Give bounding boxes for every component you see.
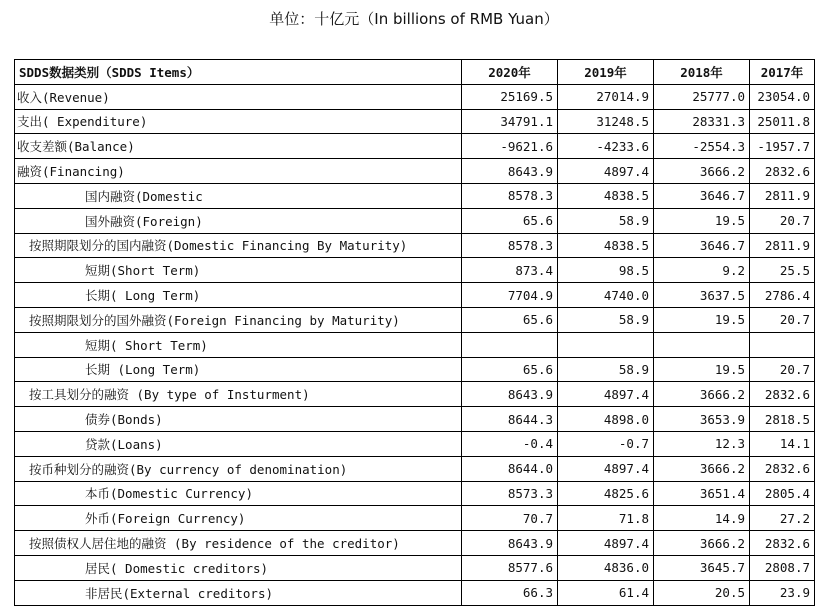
value-cell: 3645.7 [654,555,750,580]
value-cell: 4838.5 [558,233,654,258]
table-row [15,431,815,456]
value-cell: 3653.9 [654,407,750,432]
value-cell: 2811.9 [750,233,815,258]
value-cell: 20.7 [750,357,815,382]
table-row [15,407,815,432]
value-cell: 12.3 [654,431,750,456]
value-cell: 8578.3 [462,183,558,208]
table-row [15,208,815,233]
unit-note: 单位：十亿元（In billions of RMB Yuan） [269,10,559,28]
header-year: 2020年 [462,60,558,85]
row-label: 收支差额(Balance) [15,134,462,159]
value-cell: 8644.3 [462,407,558,432]
table-row [15,183,815,208]
table-row [15,382,815,407]
header-year: 2019年 [558,60,654,85]
value-cell: 2832.6 [750,382,815,407]
row-label: 按照债权人居住地的融资 (By residence of the creditor) [15,531,462,556]
row-label: 贷款(Loans) [15,431,462,456]
value-cell: 4740.0 [558,283,654,308]
value-cell: 8643.9 [462,159,558,184]
value-cell: 58.9 [558,357,654,382]
value-cell: 2811.9 [750,183,815,208]
value-cell: 4897.4 [558,531,654,556]
value-cell: 71.8 [558,506,654,531]
value-cell [750,332,815,357]
value-cell: 4838.5 [558,183,654,208]
value-cell: 3666.2 [654,382,750,407]
value-cell: 2832.6 [750,159,815,184]
row-label: 按币种划分的融资(By currency of denomination) [15,456,462,481]
row-label: 非居民(External creditors) [15,580,462,605]
value-cell: 7704.9 [462,283,558,308]
value-cell: 4836.0 [558,555,654,580]
row-label: 支出( Expenditure) [15,109,462,134]
value-cell: 58.9 [558,307,654,332]
value-cell: -1957.7 [750,134,815,159]
row-label: 短期(Short Term) [15,258,462,283]
value-cell: 3666.2 [654,159,750,184]
value-cell: 3646.7 [654,233,750,258]
table-row [15,283,815,308]
value-cell: 23.9 [750,580,815,605]
fiscal-data-table [14,59,815,606]
value-cell: 4898.0 [558,407,654,432]
value-cell: 2832.6 [750,531,815,556]
table-row [15,580,815,605]
table-row [15,332,815,357]
value-cell: 2786.4 [750,283,815,308]
value-cell: 2805.4 [750,481,815,506]
row-label: 按照期限划分的国内融资(Domestic Financing By Maturity) [15,233,462,258]
value-cell: 4897.4 [558,159,654,184]
value-cell: 65.6 [462,357,558,382]
value-cell: -0.4 [462,431,558,456]
table-row [15,506,815,531]
value-cell: 3646.7 [654,183,750,208]
value-cell: 3651.4 [654,481,750,506]
value-cell: -9621.6 [462,134,558,159]
row-label: 国外融资(Foreign) [15,208,462,233]
header-row [15,60,815,85]
value-cell [558,332,654,357]
header-item: SDDS数据类别（SDDS Items） [15,60,462,85]
row-label: 短期( Short Term) [15,332,462,357]
row-label: 融资(Financing) [15,159,462,184]
value-cell: -2554.3 [654,134,750,159]
row-label: 按工具划分的融资 (By type of Insturment) [15,382,462,407]
value-cell: 65.6 [462,208,558,233]
value-cell: 25169.5 [462,84,558,109]
row-label: 外币(Foreign Currency) [15,506,462,531]
value-cell: 65.6 [462,307,558,332]
table-row [15,134,815,159]
table-row [15,233,815,258]
table-row [15,159,815,184]
row-label: 本币(Domestic Currency) [15,481,462,506]
value-cell: -4233.6 [558,134,654,159]
value-cell: 2808.7 [750,555,815,580]
value-cell: 31248.5 [558,109,654,134]
value-cell: 27.2 [750,506,815,531]
value-cell: -0.7 [558,431,654,456]
value-cell: 8643.9 [462,382,558,407]
table-row [15,357,815,382]
row-label: 按照期限划分的国外融资(Foreign Financing by Maturity) [15,307,462,332]
header-year: 2017年 [750,60,815,85]
value-cell: 34791.1 [462,109,558,134]
value-cell: 19.5 [654,208,750,233]
row-label: 国内融资(Domestic [15,183,462,208]
value-cell: 25.5 [750,258,815,283]
table-row [15,84,815,109]
row-label: 债券(Bonds) [15,407,462,432]
row-label: 长期( Long Term) [15,283,462,308]
value-cell: 20.5 [654,580,750,605]
value-cell: 20.7 [750,307,815,332]
value-cell: 27014.9 [558,84,654,109]
value-cell: 70.7 [462,506,558,531]
value-cell: 3637.5 [654,283,750,308]
value-cell: 23054.0 [750,84,815,109]
value-cell [462,332,558,357]
value-cell: 66.3 [462,580,558,605]
value-cell: 2832.6 [750,456,815,481]
row-label: 收入(Revenue) [15,84,462,109]
value-cell: 8577.6 [462,555,558,580]
value-cell: 8578.3 [462,233,558,258]
value-cell: 14.1 [750,431,815,456]
table-row [15,531,815,556]
value-cell: 9.2 [654,258,750,283]
value-cell: 3666.2 [654,531,750,556]
value-cell: 14.9 [654,506,750,531]
row-label: 长期 (Long Term) [15,357,462,382]
table-row [15,456,815,481]
value-cell: 98.5 [558,258,654,283]
value-cell: 873.4 [462,258,558,283]
table-row [15,109,815,134]
value-cell: 61.4 [558,580,654,605]
value-cell: 19.5 [654,307,750,332]
row-label: 居民( Domestic creditors) [15,555,462,580]
value-cell: 3666.2 [654,456,750,481]
table-row [15,258,815,283]
value-cell: 4897.4 [558,382,654,407]
table-row [15,481,815,506]
table-row [15,555,815,580]
value-cell: 25777.0 [654,84,750,109]
table-row [15,307,815,332]
value-cell: 28331.3 [654,109,750,134]
value-cell: 25011.8 [750,109,815,134]
header-year: 2018年 [654,60,750,85]
value-cell: 8643.9 [462,531,558,556]
value-cell: 20.7 [750,208,815,233]
value-cell: 19.5 [654,357,750,382]
value-cell: 2818.5 [750,407,815,432]
value-cell: 8644.0 [462,456,558,481]
value-cell: 4897.4 [558,456,654,481]
value-cell: 8573.3 [462,481,558,506]
value-cell: 4825.6 [558,481,654,506]
value-cell [654,332,750,357]
value-cell: 58.9 [558,208,654,233]
